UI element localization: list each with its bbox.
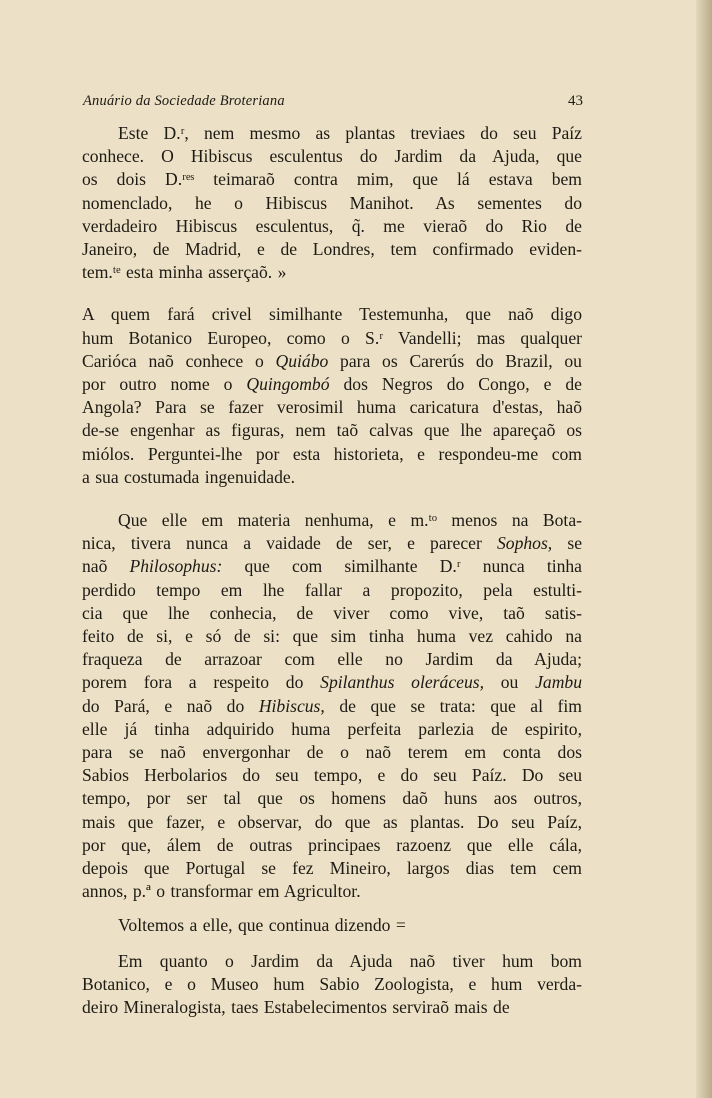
book-spine-shadow [696,0,712,1098]
text-segment: tem.ᵗᵉ esta minha asserçaõ. » [82,262,287,283]
text-segment: para os Carerús do Brazil, ou [328,350,582,371]
text-segment: por outro nome o [82,374,247,395]
text-line [82,509,582,532]
text-segment: de que se trata: que al fim [324,695,582,716]
text-line [82,122,582,145]
text-line [82,327,582,350]
text-segment: fraqueza de arrazoar com elle no Jardim da Ajuda; [82,649,582,670]
text-line [82,834,582,857]
text-segment: annos, p.ª o transformar em Agricultor. [82,881,361,902]
text-segment: hum Botanico Europeo, como o S.ʳ Vandelli; mas qualquer [82,327,582,348]
text-line [82,625,582,648]
text-segment: porem fora a respeito do [82,672,321,693]
text-line [82,555,582,578]
text-line [82,973,582,996]
text-segment: Angola? Para se fazer verosimil huma caricatura d'estas, haõ [82,397,582,418]
text-segment: nica, tivera nunca a vaidade de ser, e parecer [82,533,497,554]
paragraph-1 [82,122,582,284]
text-segment: mais que fazer, e observar, do que as plantas. Do seu Paíz, [82,811,582,832]
text-segment: miólos. Perguntei-lhe por esta historieta, e respondeu-me com [82,443,582,464]
text-segment: elle já tinha adquirido huma perfeita parlezia de espirito, [82,718,582,739]
text-line [82,532,582,555]
text-segment: Sabios Herbolarios do seu tempo, e do seu Paíz. Do seu [82,765,582,786]
text-line [82,741,582,764]
text-segment: Voltemos a elle, que continua dizendo = [118,914,406,935]
page-number: 43 [568,93,583,109]
text-line [82,695,582,718]
italic-term: Quingombó [246,374,330,395]
text-line [82,419,582,442]
italic-term: Sophos, [496,533,553,554]
italic-term: Quiábo [275,350,329,371]
text-line [82,914,582,937]
italic-term: Philosophus: [129,556,223,577]
text-segment: para se naõ envergonhar de o naõ terem em conta dos [82,742,582,763]
page-header [83,93,583,115]
text-line [82,671,582,694]
text-line [82,648,582,671]
text-segment: cia que lhe conhecia, de viver como vive, taõ satis- [82,602,582,623]
text-segment: Janeiro, de Madrid, e de Londres, tem confirmado eviden- [82,239,582,260]
paragraph-5 [82,950,582,1020]
text-line [82,168,582,191]
italic-term: Hibiscus, [258,695,325,716]
text-line [82,373,582,396]
text-segment: dos Negros do Congo, e de [329,374,582,395]
running-head: Anuário da Sociedade Broteriana [83,93,285,109]
text-segment: A quem fará crivel similhante Testemunha, que naõ digo [82,304,582,325]
text-line [82,811,582,834]
text-line [82,602,582,625]
text-line [82,192,582,215]
text-segment: depois que Portugal se fez Mineiro, largos dias tem cem [82,858,582,879]
text-line [82,396,582,419]
text-line [82,443,582,466]
text-segment: de-se engenhar as figuras, nem taõ calvas que lhe apareçaõ os [82,420,582,441]
text-segment: Que elle em materia nenhuma, e m.ᵗᵒ menos na Bota- [118,510,582,531]
text-segment: Carióca naõ conhece o [82,350,276,371]
text-line [82,579,582,602]
text-line [82,350,582,373]
text-line [82,466,582,489]
text-segment: deiro Mineralogista, taes Estabelecimentos serviraõ mais de [82,997,510,1018]
paragraph-4 [82,914,582,937]
text-segment: naõ [82,556,130,577]
paragraph-3 [82,509,582,903]
text-line [82,238,582,261]
text-line [82,950,582,973]
text-line [82,787,582,810]
text-segment: nomenclado, he o Hibiscus Manihot. As sementes do [82,192,582,213]
text-segment: tempo, por ser tal que os homens daõ huns aos outros, [82,788,582,809]
italic-term: Spilanthus oleráceus, [320,672,484,693]
text-line [82,145,582,168]
body-text [82,122,582,1019]
text-segment: por que, álem de outras principaes razoenz que elle cála, [82,834,582,855]
paragraph-2 [82,303,582,489]
text-segment: Este D.ʳ, nem mesmo as plantas treviaes do seu Paíz [118,123,582,143]
text-segment: se [552,533,583,554]
text-line [82,880,582,903]
text-segment: feito de si, e só de si: que sim tinha huma vez cahido na [82,626,582,647]
text-line [82,996,582,1019]
text-segment: Botanico, e o Museo hum Sabio Zoologista, e hum verda- [82,973,582,994]
text-line [82,215,582,238]
text-line [82,764,582,787]
text-segment: do Pará, e naõ do [82,695,259,716]
text-segment: ou [484,672,536,693]
text-line [82,303,582,326]
text-segment: a sua costumada ingenuidade. [82,466,296,487]
text-segment: que com similhante D.ʳ nunca tinha [222,556,582,577]
italic-term: Jambu [535,672,583,693]
text-line [82,718,582,741]
text-line [82,261,582,284]
text-line [82,857,582,880]
text-segment: verdadeiro Hibiscus esculentus, q̃. me vieraõ do Rio de [82,215,582,236]
text-segment: os dois D.ʳᵉˢ teimaraõ contra mim, que lá estava bem [82,169,582,190]
text-segment: perdido tempo em lhe fallar a propozito, pela estulti- [82,579,582,600]
text-segment: conhece. O Hibiscus esculentus do Jardim da Ajuda, que [82,146,582,167]
text-segment: Em quanto o Jardim da Ajuda naõ tiver hum bom [118,950,582,971]
